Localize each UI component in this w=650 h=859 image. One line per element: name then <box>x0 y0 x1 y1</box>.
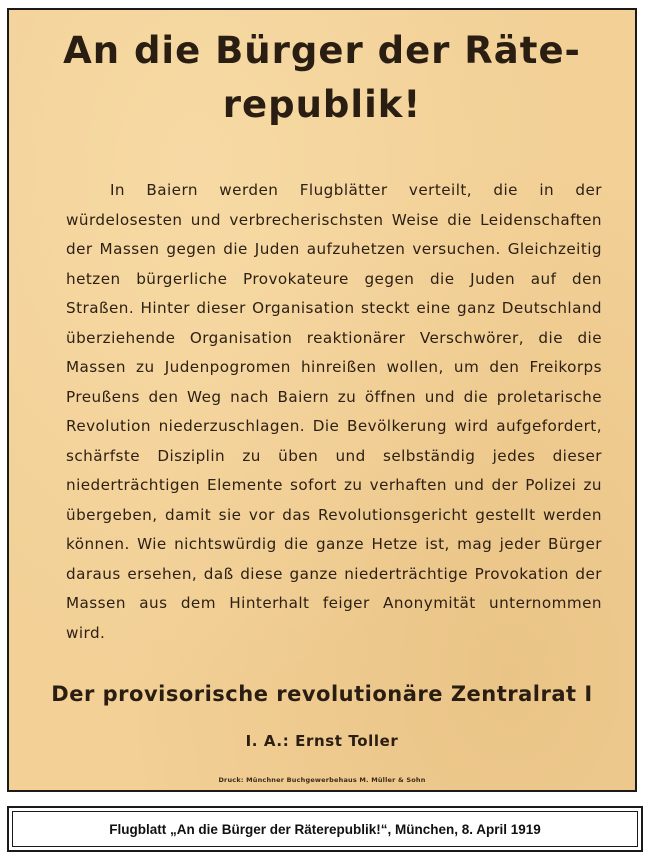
poster-title: An die Bürger der Räte- republik! <box>63 29 581 126</box>
poster-body-text: In Baiern werden Flugblätter verteilt, die in der würdelosesten und verbrecherischsten Weise die Leidenschaften der Massen gegen die Juden aufzuhetzen versuchen. Gleichzeitig hetzen bürgerliche Provokateure gegen die Juden auf den Straßen. Hinter dieser Organisation steckt eine ganz Deutschland überziehende Organisation reaktionärer Verschwörer, die die Massen zu Judenpogromen hinreißen wollen, um den Freikorps Preußens den Weg nach Baiern zu öffnen und die proletarische Revolution niederzuschlagen. Die Bevölkerung wird aufgefordert, schärfste Disziplin zu üben und selbständig jedes dieser niederträchtigen Elemente sofort zu verhaften und der Polizei zu übergeben, damit sie vor das Revolutionsgericht gestellt werden können. Wie nichtswürdig die ganze Hetze ist, mag jeder Bürger daraus ersehen, daß diese ganze niederträchtige Provokation der Massen aus dem Hinterhalt feiger Anonymität unternommen wird. <box>66 181 602 642</box>
caption-inner-border <box>12 811 638 847</box>
poster-subsignatory: I. A.: Ernst Toller <box>245 732 399 750</box>
poster-image <box>7 8 637 792</box>
caption-text: Flugblatt „An die Bürger der Räterepublik!“, München, 8. April 1919 <box>109 821 541 837</box>
poster-signatory: Der provisorische revolutionäre Zentralrat I <box>51 682 593 706</box>
caption-box <box>7 806 643 852</box>
poster-printer-imprint: Druck: Münchner Buchgewerbehaus M. Müller & Sohn <box>218 776 426 784</box>
